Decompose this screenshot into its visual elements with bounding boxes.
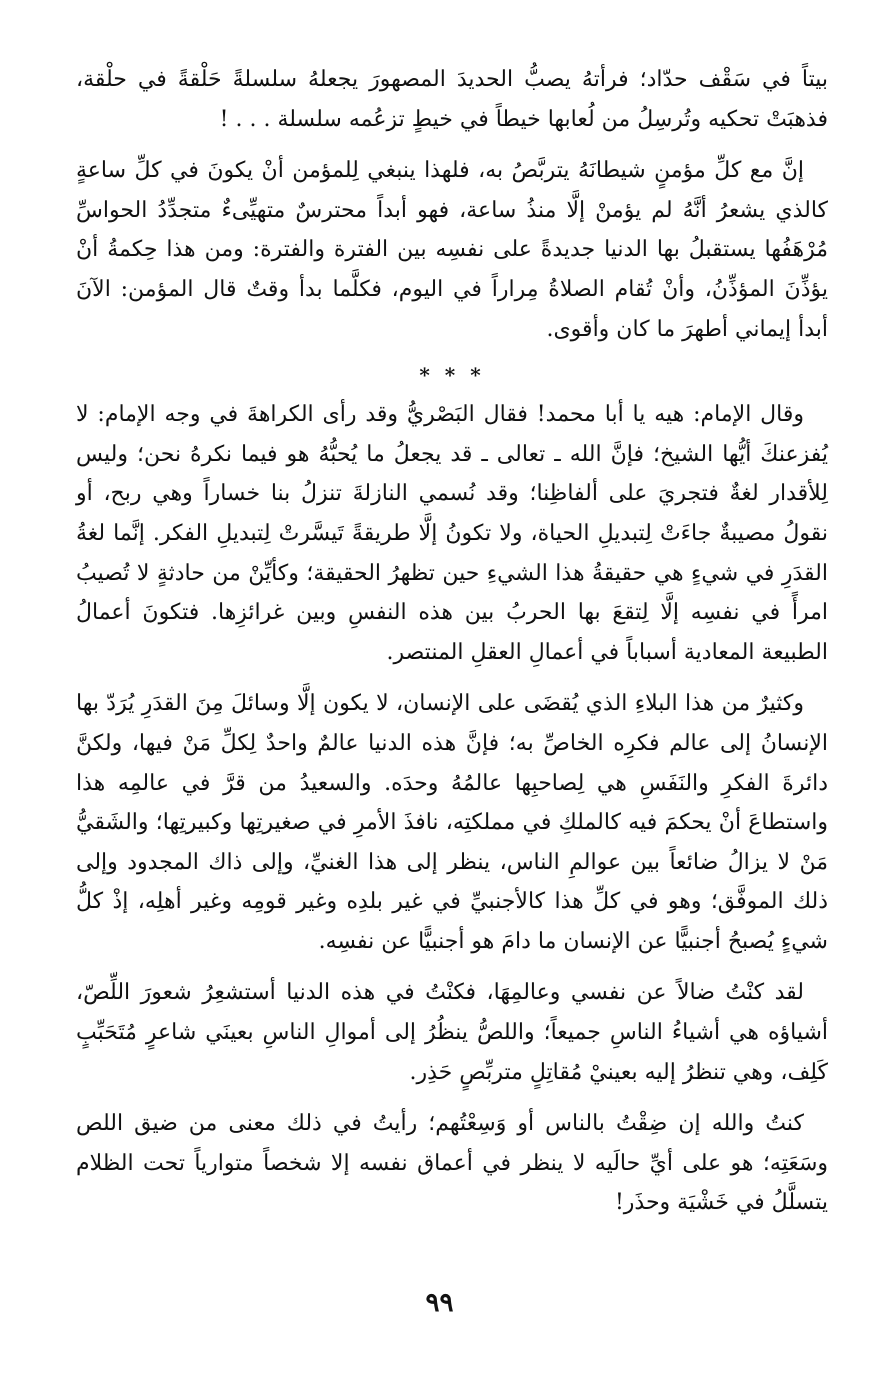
- page-body: [76, 60, 828, 1223]
- paragraph-4: وكثيرٌ من هذا البلاءِ الذي يُقضَى على الإنسان، لا يكون إلَّا وسائلَ مِنَ القدَرِ يُرَدّ بها الإنسانُ إلى عالم فكرِه الخاصِّ به؛ فإنَّ هذه الدنيا عالمٌ واحدٌ لِكلِّ مَنْ فيها، ولكنَّ دائرةَ الفكرِ والنَفَسِ هي لِصاحبِها عالمُهُ وحدَه. والسعيدُ من قرَّ في عالمِه هذا واستطاعَ أنْ يحكمَ فيه كالملكِ في مملكتِه، نافذَ الأمرِ في صغيرتِها وكبيرتِها؛ والشَقيُّ مَنْ لا يزالُ ضائعاً بين عوالمِ الناس، ينظر إلى هذا الغنيِّ، وإلى ذاك المجدود وإلى ذلك الموفَّق؛ وهو في كلِّ هذا كالأجنبيِّ في غير بلدِه وغير قومِه وغير أهلِه، إذْ كلُّ شيءٍ يُصبحُ أجنبيًّا عن الإنسان ما دامَ هو أجنبيًّا عن نفسِه.: [76, 691, 828, 954]
- paragraph-3: وقال الإمام: هيه يا أبا محمد! فقال البَصْريُّ وقد رأى الكراهةَ في وجه الإمام: لا يُفزعنكَ أيُّها الشيخ؛ فإنَّ الله ـ تعالى ـ قد يجعلُ ما يُحبُّهُ هو فيما نكرهُ نحن؛ وليس لِلأقدار لغةٌ فتجريَ على ألفاظِنا؛ وقد نُسمي النازلةَ تنزلُ بنا خساراً وهي ربح، أو نقولُ مصيبةٌ جاءَتْ لِتبديلِ الحياة، ولا تكونُ إلَّا طريقةً تَيسَّرتْ لِتبديلِ الفكر. إنَّما لغةُ القدَرِ في شيءٍ هي حقيقةُ هذا الشيءِ حين تظهرُ الحقيقة؛ وكأيِّنْ من حادثةٍ لا تُصيبُ امرأً في نفسِه إلَّا لِتقعَ بها الحربُ بين هذه النفسِ وبين غرائزِها. فتكونَ أعمالُ الطبيعة المعادية أسباباً في أعمالِ العقلِ المنتصر.: [76, 402, 828, 665]
- paragraph-2: إنَّ مع كلِّ مؤمنٍ شيطانَهُ يتربَّصُ به، فلهذا ينبغي لِلمؤمن أنْ يكونَ في كلِّ ساعةٍ كالذي يشعرُ أنَّهُ لم يؤمنْ إلَّا منذُ ساعة، فهو أبداً محترسٌ متهيِّىءٌ متجدِّدُ الحواسِّ مُرْهَفُها يستقبلُ بها الدنيا جديدةً على نفسِه بين الفترة والفترة: ومن هذا حِكمةُ أنْ يؤذِّنَ المؤذِّنُ، وأنْ تُقام الصلاةُ مِراراً في اليوم، فكلَّما بدأ وقتٌ قال المؤمن: الآنَ أبدأ إيماني أطهرَ ما كان وأقوى.: [76, 158, 828, 342]
- page-number: ٩٩: [425, 1288, 454, 1318]
- paragraph-1: بيتاً في سَقْف حدّاد؛ فرأتهُ يصبُّ الحديدَ المصهورَ يجعلهُ سلسلةً حَلْقةً في حلْقة، فذهبَتْ تحكيه وتُرسِلُ من لُعابها خيطاً في خيطٍ تزعُمه سلسلة . . . !: [76, 67, 828, 132]
- paragraph-6: كنتُ والله إن ضِقْتُ بالناس أو وَسِعْتُهم؛ رأيتُ في ذلك معنى من ضيق اللص وسَعَتِه؛ هو على أيِّ حالَيه لا ينظر في أعماق نفسه إلا شخصاً متوارياً تحت الظلام يتسلَّلُ في خَشْيَة وحذَر!: [76, 1111, 828, 1216]
- paragraph-5: لقد كنْتُ ضالاً عن نفسي وعالمِهَا، فكنْتُ في هذه الدنيا أستشعِرُ شعورَ اللِّصّ، أشياؤه هي أشياءُ الناسِ جميعاً؛ واللصُّ ينظُرُ إلى أموالِ الناسِ بعينَي شاعرٍ مُتَحَبِّبٍ كَلِف، وهي تنظرُ إليه بعينيْ مُقاتِلٍ متربِّصٍ حَذِر.: [76, 980, 828, 1085]
- section-separator: * * *: [419, 363, 485, 388]
